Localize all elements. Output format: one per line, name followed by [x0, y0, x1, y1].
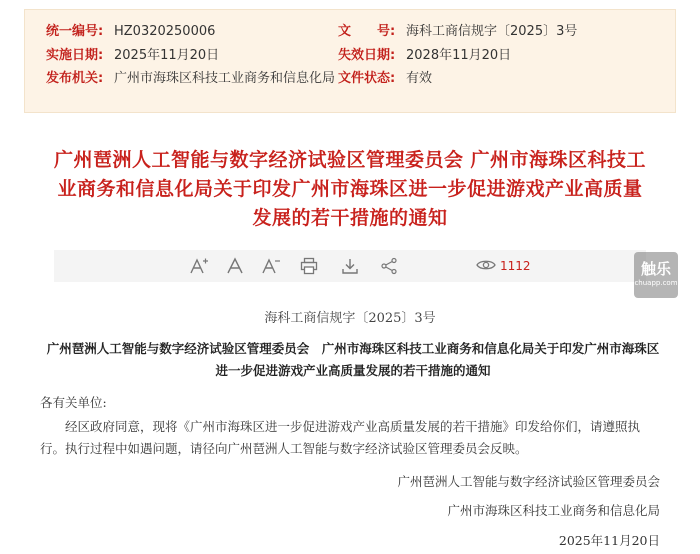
serial-number-row [46, 22, 215, 41]
document-metadata-panel [24, 9, 676, 113]
chuapp-watermark [634, 252, 678, 298]
printer-icon[interactable] [298, 256, 320, 276]
download-icon[interactable] [339, 256, 361, 276]
expiry-date-row [338, 46, 511, 65]
effective-date-label: 实施日期: [46, 48, 104, 63]
issuer-row [46, 69, 336, 88]
signer-committee: 广州琶洲人工智能与数字经济试验区管理委员会 [397, 474, 660, 489]
sign-date: 2025年11月20日 [558, 533, 660, 548]
font-normal-icon[interactable] [224, 256, 246, 276]
salutation: 各有关单位: [40, 395, 107, 410]
serial-number-value: HZ0320250006 [114, 24, 216, 39]
issuer-label: 发布机关: [46, 71, 104, 86]
effective-date-value: 2025年11月20日 [114, 48, 220, 63]
document-status-label: 文件状态: [338, 71, 396, 86]
signer-bureau: 广州市海珠区科技工业商务和信息化局 [447, 503, 660, 518]
watermark-logo: 触乐 [640, 260, 671, 278]
font-decrease-icon[interactable] [260, 256, 282, 276]
expiry-date-label: 失效日期: [338, 48, 396, 63]
document-status-value: 有效 [406, 71, 433, 86]
expiry-date-value: 2028年11月20日 [406, 48, 512, 63]
document-number-line: 海科工商信规字〔2025〕3号 [264, 311, 436, 326]
watermark-url: chuapp.com [634, 279, 678, 287]
document-number-value: 海科工商信规字〔2025〕3号 [406, 24, 578, 39]
notice-paragraph: 经区政府同意，现将《广州市海珠区进一步促进游戏产业高质量发展的若干措施》印发给你们，请遵照执行。执行过程中如遇问题，请径向广州琶洲人工智能与数字经济试验区管理委员会反映。 [40, 419, 641, 456]
page-title: 广州琶洲人工智能与数字经济试验区管理委员会 广州市海珠区科技工业商务和信息化局关于印发广州市海珠区进一步促进游戏产业高质量发展的若干措施的通知 [53, 149, 647, 229]
article-toolbar [54, 250, 646, 282]
serial-number-label: 统一编号: [46, 24, 104, 39]
eye-icon [476, 257, 496, 276]
font-increase-icon[interactable] [188, 256, 210, 276]
notice-subtitle: 广州琶洲人工智能与数字经济试验区管理委员会 广州市海珠区科技工业商务和信息化局关于印发广州市海珠区进一步促进游戏产业高质量发展的若干措施的通知 [46, 341, 660, 378]
document-number-row [338, 22, 577, 41]
view-counter [476, 256, 531, 276]
document-number-label: 文 号: [338, 24, 396, 39]
document-status-row [338, 69, 432, 88]
view-count: 1112 [500, 259, 531, 273]
effective-date-row [46, 46, 219, 65]
issuer-value: 广州市海珠区科技工业商务和信息化局 [114, 71, 336, 86]
share-icon[interactable] [378, 256, 400, 276]
